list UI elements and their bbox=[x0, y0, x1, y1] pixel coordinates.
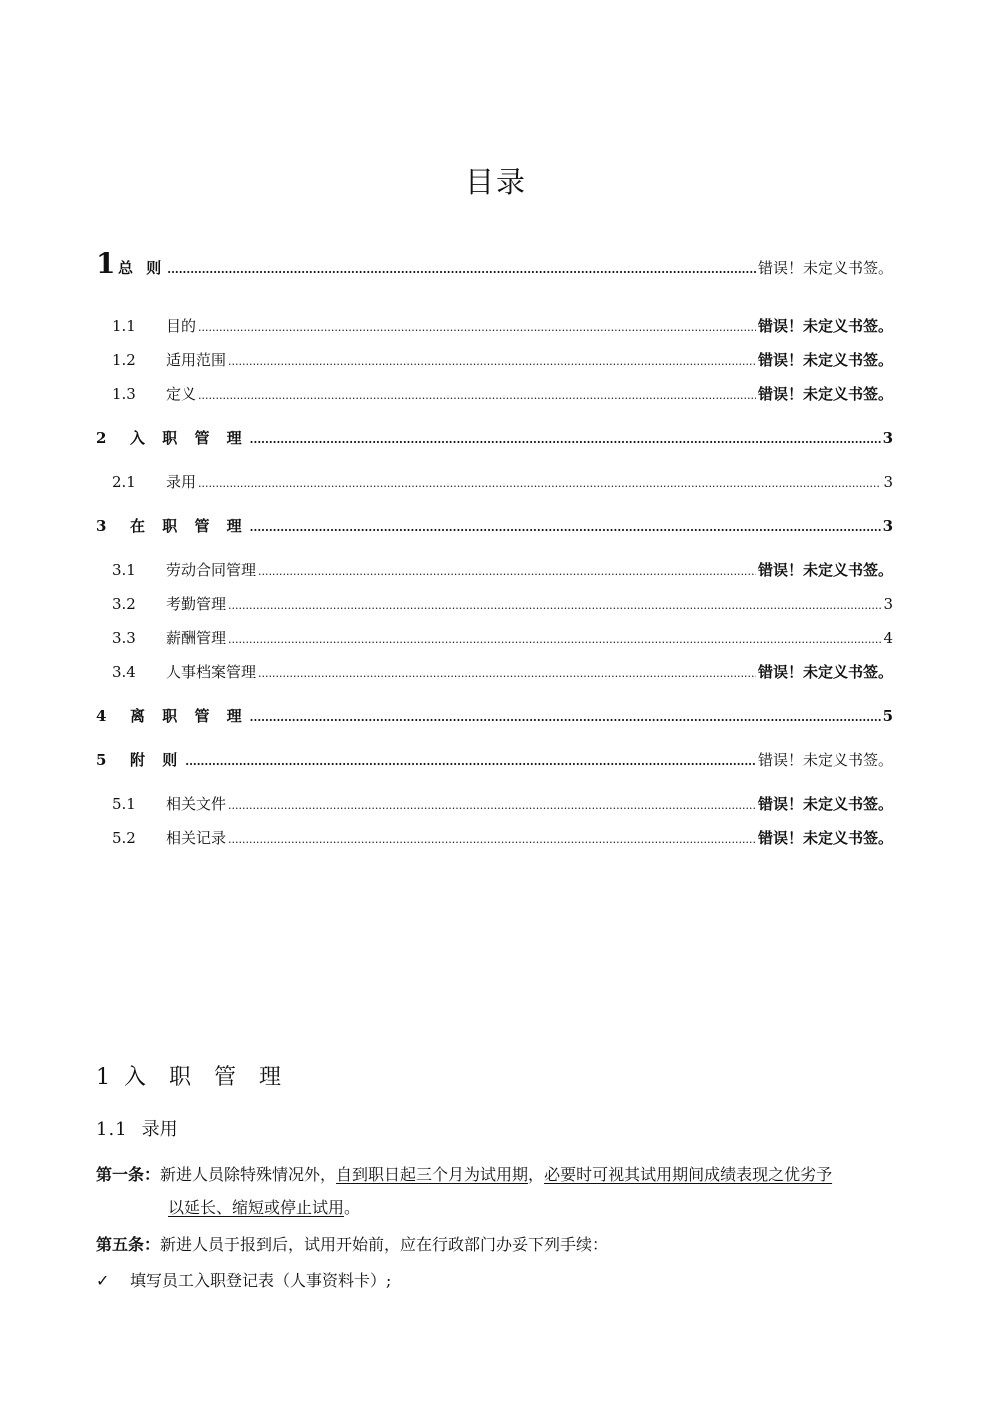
subsection-heading-text: 录用 bbox=[141, 1119, 178, 1140]
toc-entry-number: 2.1 bbox=[112, 473, 136, 491]
toc-leader-dots bbox=[258, 560, 756, 580]
toc-entry-number: 5.2 bbox=[112, 829, 136, 847]
toc-entry-text: 附 则 bbox=[130, 751, 184, 769]
toc-entry-text: 总 则 bbox=[118, 259, 166, 277]
article-paragraph bbox=[96, 1158, 901, 1224]
checklist-item-text: 填写员工入职登记表（人事资料卡）; bbox=[130, 1271, 392, 1290]
toc-entry-number: 1.3 bbox=[112, 385, 136, 403]
article-text: ， bbox=[528, 1165, 545, 1184]
toc-entry-text: 在 职 管 理 bbox=[130, 517, 248, 535]
article-text-underlined: 自到职日起三个月为试用期 bbox=[336, 1165, 529, 1184]
toc-page-ref: 3 bbox=[883, 595, 893, 613]
toc-leader-dots bbox=[198, 316, 756, 336]
toc-page-ref: 5 bbox=[882, 707, 893, 725]
toc-page-ref: 3 bbox=[882, 517, 893, 535]
article-paragraph bbox=[96, 1228, 901, 1261]
toc-entry[interactable] bbox=[96, 746, 893, 770]
toc-entry-text: 目的 bbox=[166, 317, 197, 335]
toc-leader-dots bbox=[250, 516, 881, 536]
toc-entry[interactable] bbox=[112, 312, 893, 336]
toc-title: 目录 bbox=[464, 165, 527, 199]
toc-page-ref: 错误！未定义书签。 bbox=[757, 795, 893, 813]
toc-entry-text: 人事档案管理 bbox=[166, 663, 257, 681]
toc-page-ref: 错误！未定义书签。 bbox=[757, 829, 893, 847]
toc-entry-number: 4 bbox=[96, 707, 107, 725]
checklist-item bbox=[96, 1264, 391, 1297]
toc-entry-number: 3.2 bbox=[112, 595, 136, 613]
toc-leader-dots bbox=[228, 594, 881, 614]
toc-page-ref: 错误！未定义书签。 bbox=[757, 317, 893, 335]
toc-page-ref: 错误！未定义书签。 bbox=[757, 385, 893, 403]
toc-entry-text: 薪酬管理 bbox=[166, 629, 227, 647]
article-text: 新进人员于报到后，试用开始前，应在行政部门办妥下列手续： bbox=[160, 1235, 609, 1254]
toc-entry[interactable] bbox=[112, 824, 893, 848]
toc-page-ref: 3 bbox=[883, 473, 893, 491]
toc-entry-text: 劳动合同管理 bbox=[166, 561, 257, 579]
toc-page-ref: 错误！未定义书签。 bbox=[757, 259, 893, 277]
toc-entry-text: 定义 bbox=[166, 385, 197, 403]
toc-leader-dots bbox=[250, 706, 881, 726]
subsection-heading bbox=[96, 1115, 178, 1141]
toc-entry-number: 3.3 bbox=[112, 629, 136, 647]
toc-leader-dots bbox=[228, 628, 881, 648]
toc-entry[interactable] bbox=[112, 790, 893, 814]
toc-page-ref: 错误！未定义书签。 bbox=[757, 351, 893, 369]
toc-entry-number: 1.2 bbox=[112, 351, 136, 369]
toc-leader-dots bbox=[228, 828, 756, 848]
toc-leader-dots bbox=[198, 472, 881, 492]
toc-page-ref: 错误！未定义书签。 bbox=[757, 561, 893, 579]
subsection-heading-number: 1.1 bbox=[96, 1119, 128, 1140]
toc-entry-text: 离 职 管 理 bbox=[130, 707, 248, 725]
toc-leader-dots bbox=[258, 662, 756, 682]
toc-page-ref: 3 bbox=[882, 429, 893, 447]
toc-page-ref: 错误！未定义书签。 bbox=[757, 751, 893, 769]
toc-entry-number: 1.1 bbox=[112, 317, 136, 335]
toc-entry-number: 3 bbox=[96, 517, 107, 535]
toc-entry-number: 5.1 bbox=[112, 795, 136, 813]
toc-entry-text: 考勤管理 bbox=[166, 595, 227, 613]
toc-leader-dots bbox=[228, 794, 756, 814]
toc-leader-dots bbox=[228, 350, 756, 370]
toc-entry[interactable] bbox=[112, 624, 893, 648]
article-text: 新进人员除特殊情况外， bbox=[160, 1165, 337, 1184]
section-heading-text: 入 职 管 理 bbox=[124, 1065, 289, 1090]
toc-entry[interactable] bbox=[96, 512, 893, 536]
article-label: 第五条： bbox=[96, 1235, 161, 1254]
toc-leader-dots bbox=[167, 258, 756, 278]
toc-entry-number: 2 bbox=[96, 429, 107, 447]
toc-page-ref: 4 bbox=[883, 629, 893, 647]
toc-entry[interactable] bbox=[96, 702, 893, 726]
checkmark-icon: ✓ bbox=[96, 1271, 110, 1290]
article-text-underlined: 必要时可视其试用期间成绩表现之优劣予 bbox=[544, 1165, 833, 1184]
toc-entry-number: 3.4 bbox=[112, 663, 136, 681]
article-label: 第一条： bbox=[96, 1165, 161, 1184]
toc-entry[interactable] bbox=[112, 590, 893, 614]
toc-entry[interactable] bbox=[112, 380, 893, 404]
article-text-underlined: 以延长、缩短或停止试用 bbox=[168, 1198, 345, 1217]
toc-entry[interactable] bbox=[96, 424, 893, 448]
article-text: 。 bbox=[344, 1198, 361, 1217]
toc-entry[interactable] bbox=[112, 556, 893, 580]
toc-page-ref: 错误！未定义书签。 bbox=[757, 663, 893, 681]
toc-entry-text: 录用 bbox=[166, 473, 197, 491]
section-heading-number: 1 bbox=[96, 1065, 110, 1090]
section-heading bbox=[96, 1060, 289, 1091]
toc-entry[interactable] bbox=[112, 468, 893, 492]
toc-entry[interactable] bbox=[96, 247, 893, 280]
toc-leader-dots bbox=[198, 384, 756, 404]
toc-entry[interactable] bbox=[112, 346, 893, 370]
toc-leader-dots bbox=[185, 750, 756, 770]
toc-entry-number: 3.1 bbox=[112, 561, 136, 579]
toc-entry-text: 适用范围 bbox=[166, 351, 227, 369]
toc-entry-text: 入 职 管 理 bbox=[130, 429, 248, 447]
toc-entry-number: 5 bbox=[96, 751, 107, 769]
toc-entry-text: 相关记录 bbox=[166, 829, 227, 847]
toc-entry-text: 相关文件 bbox=[166, 795, 227, 813]
toc-entry[interactable] bbox=[112, 658, 893, 682]
toc-leader-dots bbox=[250, 428, 881, 448]
toc-entry-number: 1 bbox=[96, 247, 116, 280]
